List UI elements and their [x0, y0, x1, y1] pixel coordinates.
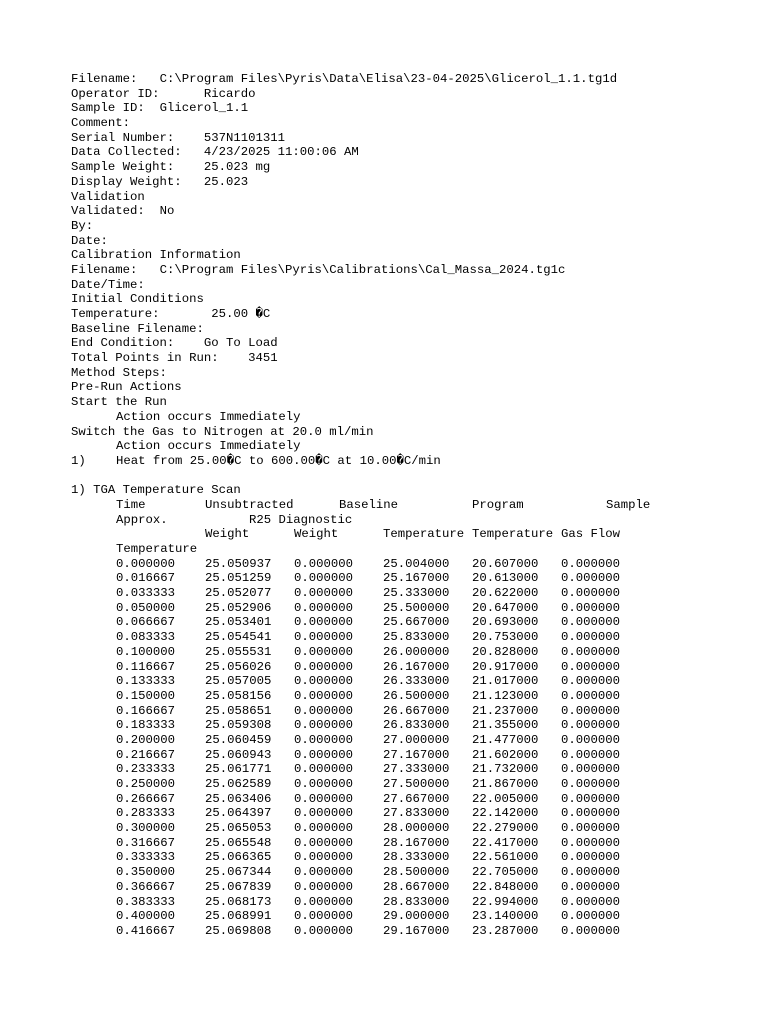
- cell-time: 0.033333: [116, 586, 176, 601]
- col-header-temperature: Temperature: [472, 527, 554, 542]
- col-header-baseline: Baseline: [339, 497, 399, 512]
- cell-gas-flow: 0.000000: [561, 718, 621, 733]
- method-block: [71, 410, 761, 469]
- table-row: [71, 615, 761, 630]
- cell-time: 0.066667: [116, 615, 176, 630]
- cell-program-temperature: 26.333000: [383, 674, 450, 689]
- header-line: By:: [71, 218, 94, 233]
- cell-time: 0.333333: [116, 850, 176, 865]
- cell-sample-temperature: 21.237000: [472, 703, 539, 718]
- cell-baseline-weight: 0.000000: [294, 600, 354, 615]
- cell-sample-temperature: 21.477000: [472, 732, 539, 747]
- cell-program-temperature: 28.000000: [383, 821, 450, 836]
- col-header-weight: Weight: [205, 527, 250, 542]
- cell-program-temperature: 27.500000: [383, 777, 450, 791]
- cell-sample-temperature: 22.705000: [472, 865, 539, 880]
- cell-program-temperature: 28.167000: [383, 835, 450, 850]
- cell-program-temperature: 27.000000: [383, 732, 450, 747]
- cell-baseline-weight: 0.000000: [294, 865, 354, 880]
- cell-program-temperature: 27.833000: [383, 806, 450, 821]
- cell-time: 0.366667: [116, 879, 176, 894]
- cell-program-temperature: 26.500000: [383, 688, 450, 703]
- cell-unsubtracted-weight: 25.065053: [205, 821, 272, 836]
- cell-sample-temperature: 20.828000: [472, 644, 539, 659]
- cell-baseline-weight: 0.000000: [294, 806, 354, 821]
- cell-baseline-weight: 0.000000: [294, 688, 354, 703]
- header-line: Validation: [71, 189, 145, 204]
- cell-time: 0.016667: [116, 571, 176, 586]
- col-header-approx: Approx.: [116, 512, 168, 527]
- table-row: [71, 748, 761, 763]
- cell-gas-flow: 0.000000: [561, 556, 621, 571]
- cell-baseline-weight: 0.000000: [294, 659, 354, 674]
- cell-gas-flow: 0.000000: [561, 835, 621, 850]
- cell-sample-temperature: 21.602000: [472, 747, 539, 762]
- cell-baseline-weight: 0.000000: [294, 850, 354, 865]
- cell-baseline-weight: 0.000000: [294, 644, 354, 659]
- cell-gas-flow: 0.000000: [561, 762, 621, 777]
- cell-gas-flow: 0.000000: [561, 630, 621, 645]
- method-action: Action occurs Immediately: [116, 439, 301, 454]
- cell-sample-temperature: 20.622000: [472, 586, 539, 601]
- cell-gas-flow: 0.000000: [561, 747, 621, 762]
- cell-sample-temperature: 22.142000: [472, 806, 539, 821]
- header-line: Sample Weight: 25.023 mg: [71, 160, 271, 175]
- cell-baseline-weight: 0.000000: [294, 923, 354, 938]
- header-line: Filename: C:\Program Files\Pyris\Data\Elisa\23-04-2025\Glicerol_1.1.tg1d: [71, 72, 618, 86]
- cell-baseline-weight: 0.000000: [294, 703, 354, 718]
- cell-time: 0.133333: [116, 674, 176, 689]
- cell-baseline-weight: 0.000000: [294, 909, 354, 924]
- cell-gas-flow: 0.000000: [561, 571, 621, 586]
- table-header-row: [71, 527, 761, 542]
- header-line: Data Collected: 4/23/2025 11:00:06 AM: [71, 145, 359, 160]
- method-action: Action occurs Immediately: [116, 409, 301, 424]
- cell-sample-temperature: 22.005000: [472, 791, 539, 806]
- cell-sample-temperature: 21.732000: [472, 762, 539, 777]
- cell-program-temperature: 26.000000: [383, 644, 450, 659]
- table-row: [71, 806, 761, 821]
- cell-sample-temperature: 20.613000: [472, 571, 539, 586]
- cell-unsubtracted-weight: 25.060943: [205, 747, 272, 762]
- cell-unsubtracted-weight: 25.059308: [205, 718, 272, 733]
- cell-unsubtracted-weight: 25.061771: [205, 762, 272, 777]
- cell-baseline-weight: 0.000000: [294, 777, 354, 791]
- cell-unsubtracted-weight: 25.065548: [205, 835, 272, 850]
- table-row: [71, 777, 761, 792]
- cell-program-temperature: 26.667000: [383, 703, 450, 718]
- table-row: [71, 865, 761, 880]
- table-row: [71, 909, 761, 924]
- table-header-row: [71, 498, 761, 513]
- cell-baseline-weight: 0.000000: [294, 747, 354, 762]
- cell-sample-temperature: 20.607000: [472, 556, 539, 571]
- cell-program-temperature: 28.833000: [383, 894, 450, 909]
- header-line: Initial Conditions: [71, 292, 204, 307]
- step-text: Heat from 25.00�C to 600.00�C at 10.00�C/min: [116, 453, 441, 468]
- header-line: Date/Time:: [71, 277, 145, 292]
- cell-gas-flow: 0.000000: [561, 600, 621, 615]
- table-row: [71, 689, 761, 704]
- cell-unsubtracted-weight: 25.067839: [205, 879, 272, 894]
- cell-program-temperature: 25.167000: [383, 571, 450, 586]
- cell-gas-flow: 0.000000: [561, 821, 621, 836]
- cell-time: 0.050000: [116, 600, 176, 615]
- cell-time: 0.300000: [116, 821, 176, 836]
- method-switch-gas: Switch the Gas to Nitrogen at 20.0 ml/min: [71, 424, 374, 439]
- cell-unsubtracted-weight: 25.055531: [205, 644, 272, 659]
- cell-time: 0.000000: [116, 556, 176, 571]
- cell-sample-temperature: 20.753000: [472, 630, 539, 645]
- cell-time: 0.166667: [116, 703, 176, 718]
- table-row: [71, 704, 761, 719]
- cell-sample-temperature: 22.848000: [472, 879, 539, 894]
- cell-time: 0.383333: [116, 894, 176, 909]
- cell-program-temperature: 28.667000: [383, 879, 450, 894]
- header-line: Validated: No: [71, 204, 175, 219]
- cell-program-temperature: 26.167000: [383, 659, 450, 674]
- cell-unsubtracted-weight: 25.051259: [205, 571, 272, 586]
- col-header-r25-diagnostic: R25 Diagnostic: [249, 512, 353, 527]
- cell-unsubtracted-weight: 25.062589: [205, 777, 272, 791]
- cell-baseline-weight: 0.000000: [294, 762, 354, 777]
- cell-sample-temperature: 20.647000: [472, 600, 539, 615]
- table-row: [71, 895, 761, 910]
- table-header-row: [71, 513, 761, 528]
- header-line: Sample ID: Glicerol_1.1: [71, 101, 249, 116]
- cell-unsubtracted-weight: 25.067344: [205, 865, 272, 880]
- cell-program-temperature: 25.333000: [383, 586, 450, 601]
- cell-time: 0.283333: [116, 806, 176, 821]
- cell-unsubtracted-weight: 25.058156: [205, 688, 272, 703]
- cell-time: 0.116667: [116, 659, 176, 674]
- cell-gas-flow: 0.000000: [561, 923, 621, 938]
- header-line: End Condition: Go To Load: [71, 336, 278, 351]
- table-row: [71, 586, 761, 601]
- cell-baseline-weight: 0.000000: [294, 586, 354, 601]
- cell-sample-temperature: 21.355000: [472, 718, 539, 733]
- cell-unsubtracted-weight: 25.050937: [205, 556, 272, 571]
- cell-unsubtracted-weight: 25.057005: [205, 674, 272, 689]
- header-line: Comment:: [71, 116, 131, 131]
- table-row: [71, 924, 761, 939]
- cell-program-temperature: 27.667000: [383, 791, 450, 806]
- cell-unsubtracted-weight: 25.052906: [205, 600, 272, 615]
- table-row: [71, 850, 761, 865]
- cell-baseline-weight: 0.000000: [294, 630, 354, 645]
- cell-baseline-weight: 0.000000: [294, 732, 354, 747]
- cell-sample-temperature: 23.287000: [472, 923, 539, 938]
- table-body: [71, 557, 761, 939]
- cell-gas-flow: 0.000000: [561, 894, 621, 909]
- spacer: [71, 469, 761, 484]
- table-row: [71, 718, 761, 733]
- cell-program-temperature: 28.333000: [383, 850, 450, 865]
- header-line: Start the Run: [71, 395, 167, 410]
- col-header-unsubtracted: Unsubtracted: [205, 497, 294, 512]
- cell-time: 0.183333: [116, 718, 176, 733]
- cell-time: 0.216667: [116, 747, 176, 762]
- cell-baseline-weight: 0.000000: [294, 556, 354, 571]
- method-step: [71, 454, 761, 469]
- header-line: Baseline Filename:: [71, 321, 204, 336]
- cell-sample-temperature: 21.123000: [472, 688, 539, 703]
- cell-unsubtracted-weight: 25.068991: [205, 909, 272, 924]
- header-line: Date:: [71, 233, 108, 248]
- cell-gas-flow: 0.000000: [561, 806, 621, 821]
- cell-time: 0.233333: [116, 762, 176, 777]
- cell-unsubtracted-weight: 25.058651: [205, 703, 272, 718]
- col-header-sample: Sample: [606, 497, 651, 512]
- cell-time: 0.266667: [116, 791, 176, 806]
- cell-time: 0.200000: [116, 732, 176, 747]
- cell-gas-flow: 0.000000: [561, 879, 621, 894]
- cell-baseline-weight: 0.000000: [294, 718, 354, 733]
- cell-gas-flow: 0.000000: [561, 865, 621, 880]
- cell-gas-flow: 0.000000: [561, 703, 621, 718]
- cell-gas-flow: 0.000000: [561, 659, 621, 674]
- cell-baseline-weight: 0.000000: [294, 821, 354, 836]
- cell-program-temperature: 29.167000: [383, 923, 450, 938]
- cell-sample-temperature: 21.867000: [472, 777, 539, 791]
- col-header-time: Time: [116, 497, 146, 512]
- cell-program-temperature: 25.500000: [383, 600, 450, 615]
- cell-gas-flow: 0.000000: [561, 586, 621, 601]
- cell-unsubtracted-weight: 25.054541: [205, 630, 272, 645]
- cell-baseline-weight: 0.000000: [294, 571, 354, 586]
- header-line: Method Steps:: [71, 365, 167, 380]
- cell-program-temperature: 26.833000: [383, 718, 450, 733]
- report-body: [71, 72, 761, 939]
- cell-baseline-weight: 0.000000: [294, 835, 354, 850]
- cell-gas-flow: 0.000000: [561, 850, 621, 865]
- header-block: [71, 72, 761, 410]
- scan-section: [71, 483, 761, 938]
- table-row: [71, 630, 761, 645]
- cell-gas-flow: 0.000000: [561, 777, 621, 791]
- cell-time: 0.150000: [116, 688, 176, 703]
- table-row: [71, 571, 761, 586]
- cell-unsubtracted-weight: 25.063406: [205, 791, 272, 806]
- step-number: 1): [71, 453, 86, 468]
- cell-sample-temperature: 22.561000: [472, 850, 539, 865]
- cell-baseline-weight: 0.000000: [294, 674, 354, 689]
- table-row: [71, 601, 761, 616]
- cell-unsubtracted-weight: 25.066365: [205, 850, 272, 865]
- cell-gas-flow: 0.000000: [561, 644, 621, 659]
- cell-program-temperature: 27.167000: [383, 747, 450, 762]
- table-row: [71, 762, 761, 777]
- cell-time: 0.316667: [116, 835, 176, 850]
- cell-baseline-weight: 0.000000: [294, 791, 354, 806]
- cell-sample-temperature: 21.017000: [472, 674, 539, 689]
- cell-gas-flow: 0.000000: [561, 791, 621, 806]
- table-row: [71, 792, 761, 807]
- cell-program-temperature: 29.000000: [383, 909, 450, 924]
- cell-time: 0.250000: [116, 777, 176, 791]
- table-header-row: Temperature: [116, 542, 198, 556]
- table-row: [71, 880, 761, 895]
- header-line: Serial Number: 537N1101311: [71, 130, 286, 145]
- table-row: [71, 836, 761, 851]
- cell-unsubtracted-weight: 25.056026: [205, 659, 272, 674]
- cell-time: 0.350000: [116, 865, 176, 880]
- cell-unsubtracted-weight: 25.069808: [205, 923, 272, 938]
- table-row: [71, 733, 761, 748]
- cell-gas-flow: 0.000000: [561, 688, 621, 703]
- col-header-gas-flow: Gas Flow: [561, 527, 621, 542]
- cell-baseline-weight: 0.000000: [294, 615, 354, 630]
- header-line: Temperature: 25.00 �C: [71, 307, 271, 321]
- cell-gas-flow: 0.000000: [561, 909, 621, 924]
- cell-sample-temperature: 22.417000: [472, 835, 539, 850]
- table-row: [71, 645, 761, 660]
- header-line: Operator ID: Ricardo: [71, 86, 256, 101]
- cell-unsubtracted-weight: 25.052077: [205, 586, 272, 601]
- col-header-program: Program: [472, 497, 524, 512]
- cell-gas-flow: 0.000000: [561, 615, 621, 630]
- header-line: Display Weight: 25.023: [71, 174, 249, 189]
- cell-unsubtracted-weight: 25.064397: [205, 806, 272, 821]
- header-line: Pre-Run Actions: [71, 380, 182, 395]
- cell-sample-temperature: 22.279000: [472, 821, 539, 836]
- col-header-weight: Weight: [294, 527, 339, 542]
- cell-program-temperature: 28.500000: [383, 865, 450, 880]
- cell-gas-flow: 0.000000: [561, 674, 621, 689]
- cell-sample-temperature: 22.994000: [472, 894, 539, 909]
- cell-program-temperature: 27.333000: [383, 762, 450, 777]
- cell-baseline-weight: 0.000000: [294, 879, 354, 894]
- cell-unsubtracted-weight: 25.053401: [205, 615, 272, 630]
- cell-time: 0.100000: [116, 644, 176, 659]
- table-row: [71, 660, 761, 675]
- table-row: [71, 821, 761, 836]
- cell-gas-flow: 0.000000: [561, 732, 621, 747]
- table-row: [71, 557, 761, 572]
- table-row: [71, 674, 761, 689]
- cell-time: 0.083333: [116, 630, 176, 645]
- cell-sample-temperature: 23.140000: [472, 909, 539, 924]
- header-line: Calibration Information: [71, 248, 241, 263]
- cell-program-temperature: 25.667000: [383, 615, 450, 630]
- cell-unsubtracted-weight: 25.060459: [205, 732, 272, 747]
- header-line: Total Points in Run: 3451: [71, 351, 278, 366]
- col-header-temperature: Temperature: [383, 527, 465, 542]
- scan-title: 1) TGA Temperature Scan: [71, 483, 241, 498]
- cell-baseline-weight: 0.000000: [294, 894, 354, 909]
- cell-time: 0.400000: [116, 909, 176, 924]
- cell-unsubtracted-weight: 25.068173: [205, 894, 272, 909]
- header-line: Filename: C:\Program Files\Pyris\Calibrations\Cal_Massa_2024.tg1c: [71, 262, 566, 277]
- cell-time: 0.416667: [116, 923, 176, 938]
- cell-program-temperature: 25.833000: [383, 630, 450, 645]
- cell-sample-temperature: 20.693000: [472, 615, 539, 630]
- cell-sample-temperature: 20.917000: [472, 659, 539, 674]
- cell-program-temperature: 25.004000: [383, 556, 450, 571]
